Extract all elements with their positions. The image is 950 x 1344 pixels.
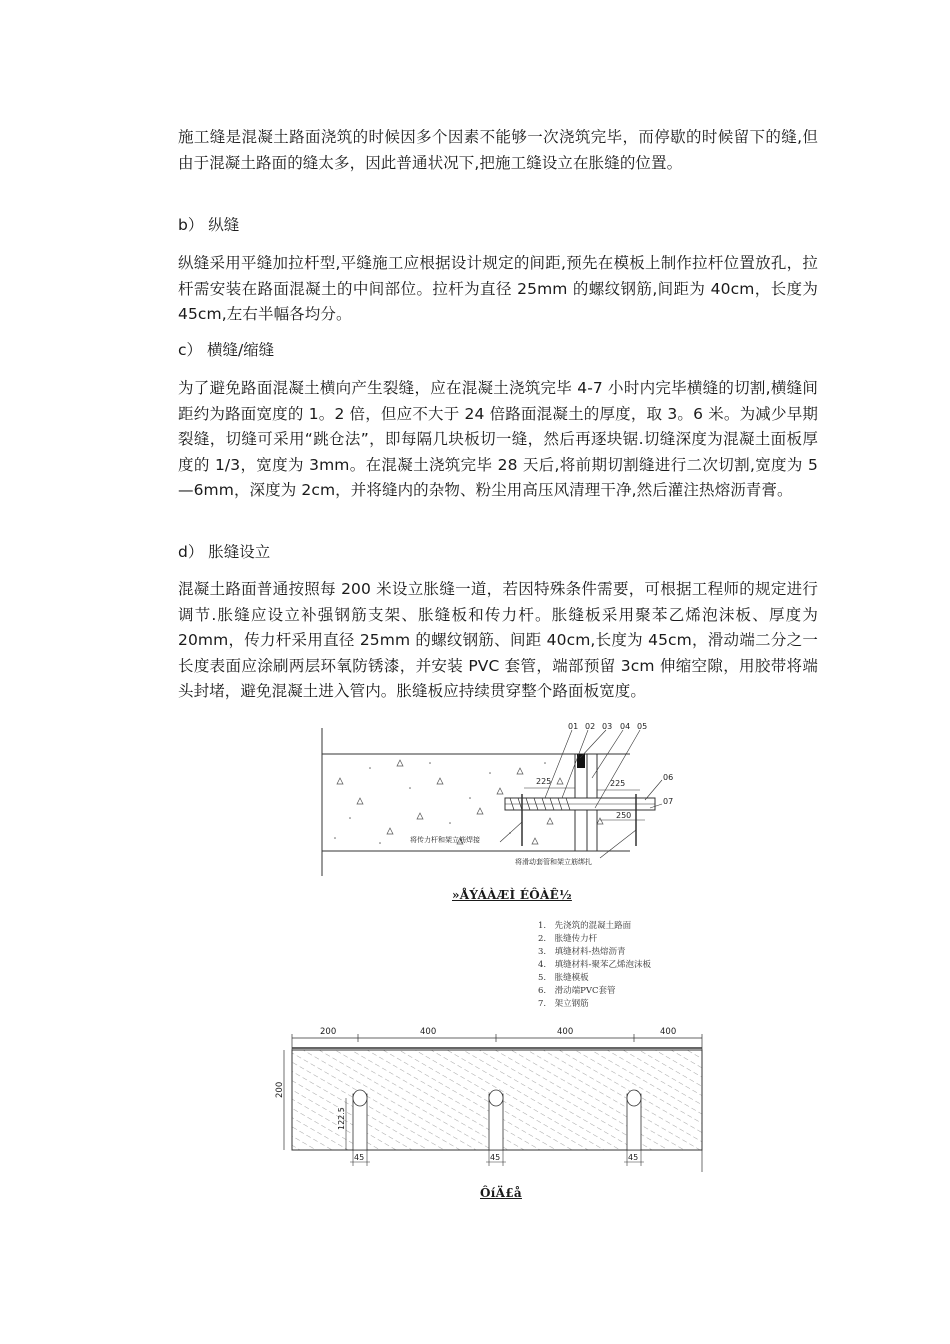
note-tie: 将滑动套管和架立筋绑扎: [515, 858, 592, 866]
dim-top-200: 200: [320, 1027, 337, 1037]
paragraph-construction-joint: 施工缝是混凝土路面浇筑的时候因多个因素不能够一次浇筑完毕，而停歇的时候留下的缝,但由于混凝土路面的缝太多，因此普通状况下,把施工缝设立在胀缝的位置。: [178, 128, 818, 172]
dim-left-200: 200: [275, 1081, 285, 1098]
paragraph-longitudinal-joint: 纵缝采用平缝加拉杆型,平缝施工应根据设计规定的间距,预先在模板上制作拉杆位置放孔，拉杆需安装在路面混凝土的中间部位。拉杆为直径 25mm 的螺纹钢筋,间距为 40cm，长度为 45cm,左右半幅各均分。: [178, 254, 818, 323]
dim-225-right: 225: [610, 779, 626, 788]
figure2-caption: ÔíÄ£å: [480, 1186, 522, 1200]
callout-01: 01: [568, 722, 579, 731]
callout-05: 05: [637, 722, 648, 731]
dim-225-left: 225: [536, 777, 552, 786]
callout-07: 07: [663, 797, 674, 806]
expansion-joint-section-drawing: [300, 718, 700, 883]
legend-item: 5. 胀缝模板: [538, 973, 589, 983]
dim-250: 250: [616, 811, 632, 820]
legend-item: 2. 胀缝传力杆: [538, 934, 598, 944]
dim-top-400-b: 400: [557, 1027, 574, 1037]
dim-top-400-c: 400: [660, 1027, 677, 1037]
callout-02: 02: [585, 722, 596, 731]
legend-item: 6. 滑动端PVC套管: [538, 986, 616, 996]
callout-03: 03: [602, 722, 613, 731]
dim-bottom-45-c: 45: [628, 1153, 639, 1162]
paragraph-transverse-joint: 为了避免路面混凝土横向产生裂缝，应在混凝土浇筑完毕 4-7 小时内完毕横缝的切割,横缝间距约为路面宽度的 1。2 倍，但应不大于 24 倍路面混凝土的厚度，取 3。6 米。为减少早期裂缝，切缝可采用“跳仓法”，即每隔几块板切一缝，然后再逐块锯.切缝深度为混凝土面板厚度的 1/3，宽度为 3mm。在混凝土浇筑完毕 28 天后,将前期切割缝进行二次切割,宽度为 5—6mm，深度为 2cm，并将缝内的杂物、粉尘用高压风清理干净,然后灌注热熔沥青膏。: [178, 379, 818, 499]
expansion-joint-plan-drawing: [270, 1022, 710, 1177]
legend-item: 3. 填缝材料-热熔沥青: [538, 947, 626, 957]
callout-04: 04: [620, 722, 631, 731]
callout-06: 06: [663, 773, 674, 782]
dim-mid-122-5: 122.5: [337, 1107, 346, 1130]
paragraph-expansion-joint: 混凝土路面普通按照每 200 米设立胀缝一道，若因特殊条件需要，可根据工程师的规定进行调节.胀缝应设立补强钢筋支架、胀缝板和传力杆。胀缝板采用聚苯乙烯泡沫板、厚度为 20mm，传力杆采用直径 25mm 的螺纹钢筋、间距 40cm,长度为 45cm，滑动端二分之一长度表面应涂刷两层环氧防锈漆，并安装 PVC 套管，端部预留 3cm 伸缩空隙，用胶带将端头封堵，避免混凝土进入管内。胀缝板应持续贯穿整个路面板宽度。: [178, 580, 818, 700]
figure1-caption: »ÅÝÁÀÆÌ ÉÔÀÊ½: [452, 888, 572, 902]
legend-item: 1. 先浇筑的混凝土路面: [538, 921, 632, 931]
figure2-legend: [538, 920, 651, 1011]
legend-item: 4. 填缝材料-聚苯乙烯泡沫板: [538, 960, 651, 970]
dim-bottom-45-b: 45: [490, 1153, 501, 1162]
heading-longitudinal-joint: b） 纵缝: [178, 216, 240, 234]
dim-bottom-45-a: 45: [354, 1153, 365, 1162]
note-weld: 将传力杆和架立筋焊接: [410, 836, 480, 844]
heading-transverse-joint: c） 横缝/缩缝: [178, 341, 275, 359]
heading-expansion-joint: d） 胀缝设立: [178, 543, 271, 561]
dim-top-400-a: 400: [420, 1027, 437, 1037]
legend-item: 7. 架立钢筋: [538, 999, 589, 1009]
